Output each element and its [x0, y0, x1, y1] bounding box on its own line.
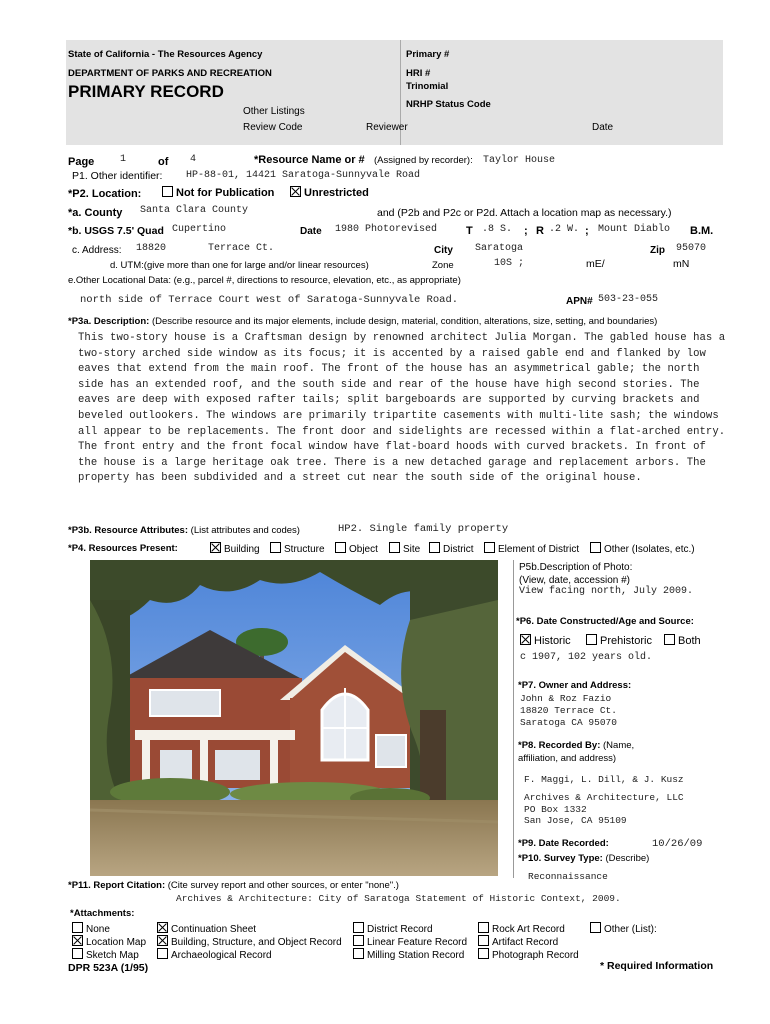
checkbox-empty-icon — [478, 935, 489, 946]
zip-value: 95070 — [676, 243, 707, 254]
required-information-note: * Required Information — [600, 960, 714, 972]
owner-address-label: *P7. Owner and Address: — [518, 680, 632, 691]
checkbox-empty-icon — [72, 948, 83, 959]
city-value: Saratoga — [475, 243, 524, 254]
primary-number-label: Primary # — [406, 49, 450, 60]
checkbox-empty-icon — [429, 542, 440, 553]
address-label: c. Address: — [72, 245, 122, 256]
attributes-value: HP2. Single family property — [338, 523, 509, 535]
range-label: R — [536, 225, 544, 237]
photo-description-note: (View, date, accession #) — [519, 575, 630, 586]
checkbox-checked-icon — [157, 922, 168, 933]
utm-label: d. UTM:(give more than one for large and/or linear resources) — [110, 260, 369, 271]
agency-name: State of California - The Resources Agency — [68, 49, 263, 60]
checkbox-empty-icon — [353, 922, 364, 933]
house-photo — [90, 560, 498, 876]
checkbox-checked-icon — [72, 935, 83, 946]
checkbox-empty-icon — [590, 542, 601, 553]
attachment-location-map-option[interactable]: Location Map — [72, 935, 146, 948]
resource-name: Taylor House — [483, 155, 556, 166]
owner-address-line: John & Roz Fazio — [520, 693, 612, 704]
historic-option[interactable]: Historic — [520, 634, 571, 647]
address-number: 18820 — [136, 243, 167, 254]
not-for-publication-option[interactable]: Not for Publication — [162, 186, 274, 199]
apn-label: APN# — [566, 296, 593, 307]
township-label: T — [466, 225, 473, 237]
other-identifier-label: P1. Other identifier: — [72, 170, 163, 182]
attachments-label: *Attachments: — [70, 908, 135, 919]
recorded-by-label: *P8. Recorded By: (Name, — [518, 740, 635, 751]
apn-value: 503-23-055 — [598, 294, 659, 305]
date-constructed-label: *P6. Date Constructed/Age and Source: — [516, 616, 694, 627]
checkbox-empty-icon — [590, 922, 601, 933]
photo-description-label: P5b.Description of Photo: — [519, 562, 633, 573]
owner-address-block — [520, 693, 617, 729]
base-meridian-value: Mount Diablo — [598, 224, 671, 235]
recorder-address-line: Archives & Architecture, LLC — [524, 792, 684, 803]
prehistoric-option[interactable]: Prehistoric — [586, 634, 652, 647]
review-code-label: Review Code — [243, 122, 303, 133]
form-title: PRIMARY RECORD — [68, 82, 224, 101]
zone-value: 10S ; — [494, 258, 525, 269]
utm-easting-label: mE/ — [586, 258, 605, 270]
location-label: *P2. Location: — [68, 188, 142, 200]
checkbox-empty-icon — [484, 542, 495, 553]
checkbox-checked-icon — [520, 634, 531, 645]
county-note: and (P2b and P2c or P2d. Attach a location map as necessary.) — [377, 207, 672, 219]
checkbox-empty-icon — [335, 542, 346, 553]
base-meridian-label: B.M. — [690, 225, 714, 237]
review-date-label: Date — [592, 122, 614, 133]
survey-type-value: Reconnaissance — [528, 871, 608, 882]
resource-element-option[interactable]: Element of District — [484, 542, 579, 555]
quad-date-label: Date — [300, 226, 322, 237]
unrestricted-option[interactable]: Unrestricted — [290, 186, 369, 199]
attachment-bso-option[interactable]: Building, Structure, and Object Record — [157, 935, 342, 948]
reviewer-label: Reviewer — [366, 122, 408, 133]
owner-address-line: Saratoga CA 95070 — [520, 717, 617, 728]
resource-other-option[interactable]: Other (Isolates, etc.) — [590, 542, 695, 555]
separator: ; — [585, 225, 589, 237]
recorder-address-block — [524, 792, 684, 827]
zone-label: Zone — [432, 260, 454, 271]
checkbox-empty-icon — [162, 186, 173, 197]
report-citation-heading: *P11. Report Citation: (Cite survey report and other sources, or enter "none".) — [68, 880, 399, 891]
description-text: This two-story house is a Craftsman design by renowned architect Julia Morgan. The gabled house has a two-story arched side window as its focus; it is accented by a raised gable end and flanked by low eaves that extend from the main roof. The front of the house has an asymmetrical gable; the north side has an extended roof, and the south side and rear of the house have high second stories. The eaves are deep with exposed rafter tails; split bargeboards are supported by curving brackets and beveled outlookers. The windows are primarily tripartite casements with multi-lite sash; the windows all appear to be replacements. The front door and sidelights are recessed within a flat-arched entry. The front entry and the front focal window have flat-board hoods with curved brackets. In front of the house is a large heritage oak tree. There is a new detached garage and replacement arbors. The property has been subdivided and a street cut near the south side of the original house. — [78, 332, 726, 485]
page-of-label: of — [158, 156, 169, 168]
photo-divider — [513, 560, 514, 878]
house-photo-illustration — [90, 560, 498, 876]
report-citation-value: Archives & Architecture: City of Saratoga Statement of Historic Context, 2009. — [176, 893, 621, 904]
survey-type-label: *P10. Survey Type: (Describe) — [518, 853, 650, 864]
resource-site-option[interactable]: Site — [389, 542, 420, 555]
checkbox-empty-icon — [586, 634, 597, 645]
checkbox-empty-icon — [478, 948, 489, 959]
address-street: Terrace Ct. — [208, 243, 275, 254]
attachment-archaeological-option[interactable]: Archaeological Record — [157, 948, 272, 961]
township-value: .8 S. — [482, 224, 513, 235]
description-heading: *P3a. Description: (Describe resource and its major elements, include design, material, condition, alterations, size, setting, and boundaries) — [68, 316, 658, 327]
page-label: Page — [68, 156, 95, 168]
resource-district-option[interactable]: District — [429, 542, 474, 555]
attachment-none-option[interactable]: None — [72, 922, 110, 935]
range-value: .2 W. — [549, 224, 580, 235]
nrhp-label: NRHP Status Code — [406, 99, 491, 110]
attachment-continuation-option[interactable]: Continuation Sheet — [157, 922, 256, 935]
other-listings-label: Other Listings — [243, 106, 305, 117]
resource-object-option[interactable]: Object — [335, 542, 378, 555]
usgs-quad-label: *b. USGS 7.5' Quad — [68, 225, 164, 237]
other-locational-value: north side of Terrace Court west of Saratoga-Sunnyvale Road. — [80, 294, 459, 306]
checkbox-empty-icon — [353, 935, 364, 946]
attachment-sketch-map-option[interactable]: Sketch Map — [72, 948, 139, 961]
both-option[interactable]: Both — [664, 634, 701, 647]
separator: ; — [524, 225, 528, 237]
recorded-by-names: F. Maggi, L. Dill, & J. Kusz — [524, 774, 684, 785]
date-constructed-value: c 1907, 102 years old. — [520, 652, 653, 663]
attachment-district-option[interactable]: District Record — [353, 922, 433, 935]
photo-description-value: View facing north, July 2009. — [519, 586, 694, 597]
attachment-other-option[interactable]: Other (List): — [590, 922, 657, 935]
attachment-linear-option[interactable]: Linear Feature Record — [353, 935, 467, 948]
checkbox-checked-icon — [157, 935, 168, 946]
county-value: Santa Clara County — [140, 205, 249, 216]
hri-label: HRI # — [406, 68, 431, 79]
other-locational-label: e.Other Locational Data: (e.g., parcel #, directions to resource, elevation, etc., as appropriate) — [68, 275, 461, 286]
checkbox-empty-icon — [72, 922, 83, 933]
department-name: DEPARTMENT OF PARKS AND RECREATION — [68, 68, 272, 79]
city-label: City — [434, 245, 453, 256]
attachment-rock-art-option[interactable]: Rock Art Record — [478, 922, 565, 935]
utm-northing-label: mN — [673, 258, 690, 270]
county-label: *a. County — [68, 207, 123, 219]
trinomial-label: Trinomial — [406, 81, 449, 92]
checkbox-empty-icon — [664, 634, 675, 645]
attachment-artifact-option[interactable]: Artifact Record — [478, 935, 558, 948]
page-number: 1 — [120, 154, 127, 165]
attributes-heading: *P3b. Resource Attributes: (List attributes and codes) — [68, 525, 300, 536]
resource-name-label: *Resource Name or # — [254, 154, 365, 166]
checkbox-empty-icon — [157, 948, 168, 959]
zip-label: Zip — [650, 245, 665, 256]
resource-name-note: (Assigned by recorder): — [374, 155, 473, 166]
attachment-milling-option[interactable]: Milling Station Record — [353, 948, 464, 961]
form-number: DPR 523A (1/95) — [68, 962, 149, 974]
resources-present-label: *P4. Resources Present: — [68, 543, 178, 554]
recorder-address-line: PO Box 1332 — [524, 803, 587, 815]
page-total: 4 — [190, 154, 197, 165]
other-identifier: HP-88-01, 14421 Saratoga-Sunnyvale Road — [186, 170, 421, 181]
recorder-address-line: San Jose, CA 95109 — [524, 815, 627, 826]
resource-building-option[interactable]: Building — [210, 542, 260, 555]
checkbox-empty-icon — [353, 948, 364, 959]
quad-date-value: 1980 Photorevised — [335, 224, 438, 235]
owner-address-line: 18820 Terrace Ct. — [520, 705, 617, 716]
recorded-by-note: affiliation, and address) — [518, 753, 617, 764]
date-recorded-label: *P9. Date Recorded: — [518, 838, 609, 849]
usgs-quad-value: Cupertino — [172, 224, 227, 235]
resource-structure-option[interactable]: Structure — [270, 542, 325, 555]
attachment-photograph-option[interactable]: Photograph Record — [478, 948, 579, 961]
checkbox-checked-icon — [290, 186, 301, 197]
checkbox-empty-icon — [270, 542, 281, 553]
checkbox-empty-icon — [389, 542, 400, 553]
checkbox-checked-icon — [210, 542, 221, 553]
checkbox-empty-icon — [478, 922, 489, 933]
date-recorded-value: 10/26/09 — [652, 838, 703, 850]
